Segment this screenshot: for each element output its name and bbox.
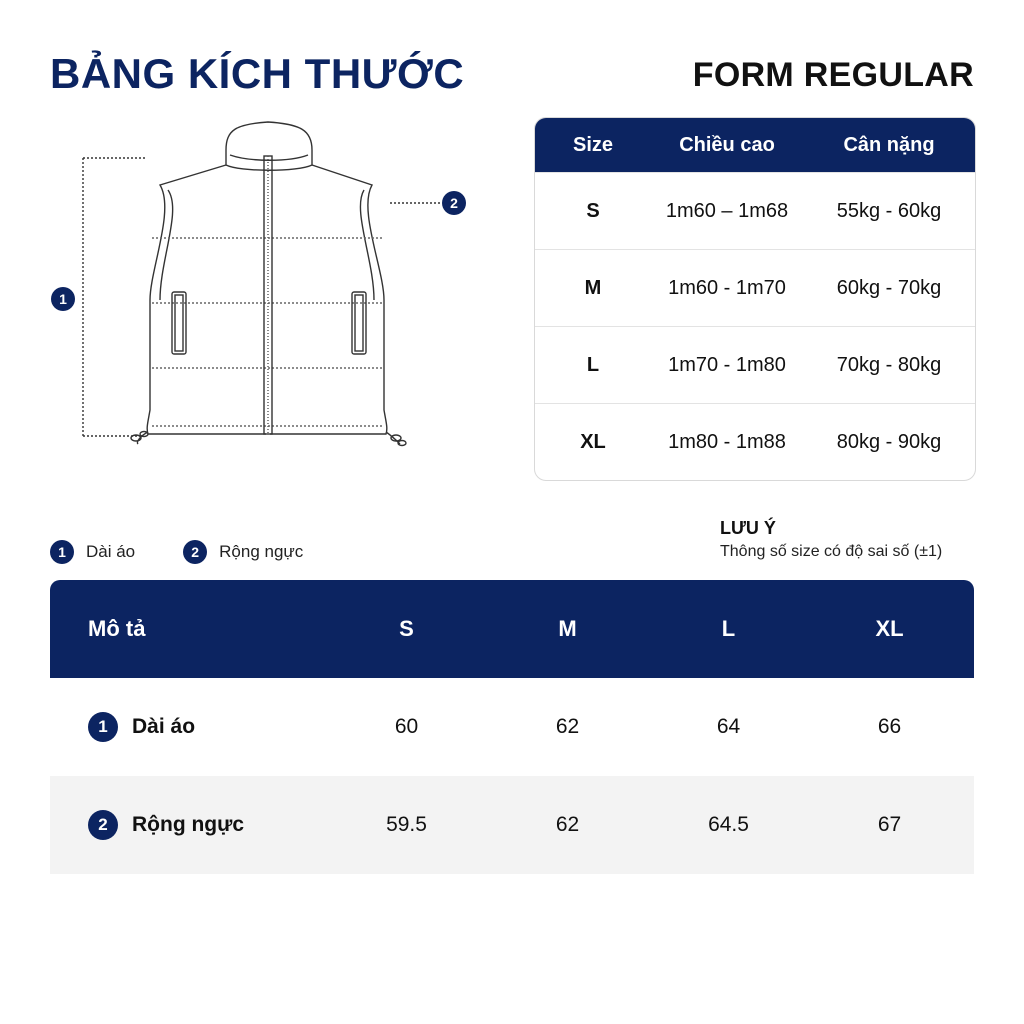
legend-label: Dài áo — [86, 542, 136, 561]
note-title: LƯU Ý — [720, 518, 776, 538]
header-size-s: S — [399, 616, 414, 641]
size-cell: XL — [580, 430, 606, 453]
table-row — [535, 249, 975, 326]
header-size-l: L — [721, 616, 736, 641]
value-cell: 67 — [877, 813, 902, 836]
height-cell: 1m70 - 1m80 — [668, 353, 786, 376]
height-cell: 1m80 - 1m88 — [668, 430, 786, 453]
legend-label: Rộng ngực — [219, 542, 304, 561]
weight-cell: 60kg - 70kg — [836, 276, 942, 299]
vest-drawing — [40, 110, 480, 470]
value-cell: 59.5 — [386, 813, 427, 836]
table-row — [535, 172, 975, 249]
note-box — [720, 518, 942, 561]
row-description — [50, 810, 326, 840]
measurement-table-header — [50, 580, 974, 678]
weight-cell: 80kg - 90kg — [836, 430, 942, 453]
header-weight: Cân nặng — [843, 133, 935, 156]
height-cell: 1m60 – 1m68 — [665, 199, 789, 222]
header-description: Mô tả — [88, 616, 146, 641]
note-text: Thông số size có độ sai số (±1) — [720, 543, 943, 560]
legend-number-badge: 1 — [50, 540, 74, 564]
value-cell: 60 — [394, 715, 419, 738]
legend-item-chest — [183, 540, 303, 564]
size-cell: M — [584, 276, 602, 299]
size-cell: L — [586, 353, 600, 376]
table-row — [535, 326, 975, 403]
size-table-header — [535, 118, 975, 172]
table-row — [50, 678, 974, 776]
row-number-badge: 1 — [88, 712, 118, 742]
row-label: Rộng ngực — [132, 813, 245, 836]
size-chart-table — [534, 117, 976, 481]
header-height: Chiều cao — [679, 133, 775, 156]
legend-item-length — [50, 540, 135, 564]
weight-cell: 55kg - 60kg — [836, 199, 942, 222]
legend — [50, 540, 303, 564]
measurement-table — [50, 580, 974, 874]
vest-illustration-icon — [40, 110, 480, 470]
row-description — [50, 712, 326, 742]
height-cell: 1m60 - 1m70 — [668, 276, 786, 299]
value-cell: 64 — [716, 715, 741, 738]
value-cell: 64.5 — [708, 813, 749, 836]
form-label: FORM REGULAR — [692, 56, 974, 94]
header-size-xl: XL — [875, 616, 904, 641]
table-row — [535, 403, 975, 480]
size-cell: S — [586, 199, 600, 222]
header-size-m: M — [558, 616, 577, 641]
weight-cell: 70kg - 80kg — [836, 353, 942, 376]
legend-number-badge: 2 — [183, 540, 207, 564]
row-number-badge: 2 — [88, 810, 118, 840]
table-row — [50, 776, 974, 874]
value-cell: 62 — [555, 715, 580, 738]
value-cell: 62 — [555, 813, 580, 836]
page-title: BẢNG KÍCH THƯỚC — [50, 50, 465, 97]
row-label: Dài áo — [132, 715, 196, 738]
header-size: Size — [572, 133, 614, 156]
value-cell: 66 — [877, 715, 902, 738]
length-marker: 1 — [51, 287, 75, 311]
chest-marker: 2 — [442, 191, 466, 215]
